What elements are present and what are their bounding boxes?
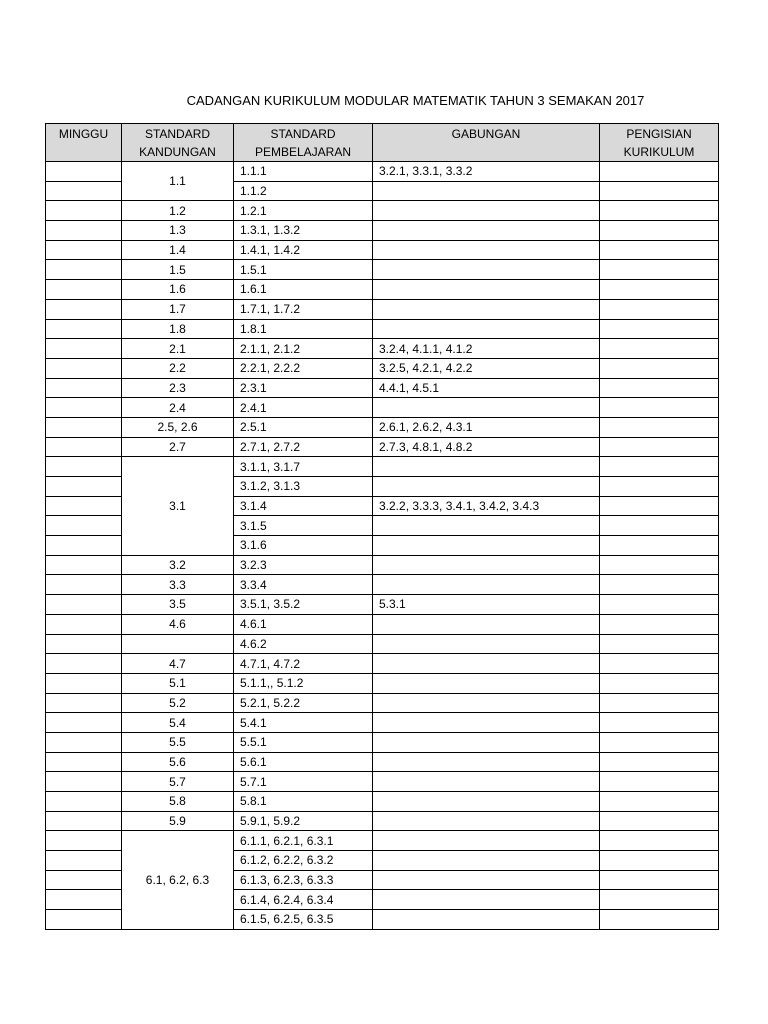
table-row [46,831,719,851]
gabungan-cell: 2.6.1, 2.6.2, 4.3.1 [373,417,600,437]
pengisian-kurikulum-cell [600,457,719,477]
table-row [46,595,719,615]
gabungan-cell [373,811,600,831]
gabungan-cell: 3.2.4, 4.1.1, 4.1.2 [373,339,600,359]
table-row [46,634,719,654]
standard-pembelajaran-cell: 1.4.1, 1.4.2 [234,240,373,260]
standard-pembelajaran-cell: 3.1.4 [234,496,373,516]
minggu-cell [46,634,122,654]
gabungan-cell [373,693,600,713]
minggu-cell [46,890,122,910]
pengisian-kurikulum-cell [600,713,719,733]
gabungan-cell [373,752,600,772]
pengisian-kurikulum-cell [600,339,719,359]
minggu-cell [46,299,122,319]
header-standard-kandungan [122,124,234,162]
minggu-cell [46,477,122,497]
minggu-cell [46,536,122,556]
gabungan-cell: 3.2.5, 4.2.1, 4.2.2 [373,358,600,378]
pengisian-kurikulum-cell [600,221,719,241]
standard-pembelajaran-cell: 4.6.2 [234,634,373,654]
header-sk-line1: STANDARD [144,127,211,141]
minggu-cell [46,280,122,300]
header-sp-line1: STANDARD [270,127,336,141]
pengisian-kurikulum-cell [600,299,719,319]
table-row [46,693,719,713]
standard-pembelajaran-cell: 5.7.1 [234,772,373,792]
standard-pembelajaran-cell: 1.1.2 [234,181,373,201]
minggu-cell [46,516,122,536]
standard-kandungan-cell: 1.8 [122,319,234,339]
minggu-cell [46,457,122,477]
header-gabungan [373,124,600,162]
standard-pembelajaran-cell: 5.6.1 [234,752,373,772]
pengisian-kurikulum-cell [600,240,719,260]
gabungan-cell [373,181,600,201]
standard-pembelajaran-cell: 5.2.1, 5.2.2 [234,693,373,713]
standard-kandungan-cell: 4.6 [122,614,234,634]
table-header-row [46,124,719,162]
minggu-cell [46,339,122,359]
table-row [46,654,719,674]
pengisian-kurikulum-cell [600,280,719,300]
standard-kandungan-cell: 6.1, 6.2, 6.3 [122,831,234,929]
gabungan-cell [373,732,600,752]
pengisian-kurikulum-cell [600,417,719,437]
gabungan-cell [373,260,600,280]
pengisian-kurikulum-cell [600,811,719,831]
minggu-cell [46,378,122,398]
minggu-cell [46,614,122,634]
gabungan-cell [373,870,600,890]
minggu-cell [46,437,122,457]
gabungan-cell: 5.3.1 [373,595,600,615]
header-sk-line2: KANDUNGAN [139,145,216,159]
table-row [46,457,719,477]
gabungan-cell [373,634,600,654]
standard-kandungan-cell: 3.5 [122,595,234,615]
pengisian-kurikulum-cell [600,595,719,615]
minggu-cell [46,910,122,930]
header-peng-line1: PENGISIAN [626,127,692,141]
gabungan-cell [373,910,600,930]
minggu-cell [46,181,122,201]
table-row [46,713,719,733]
pengisian-kurikulum-cell [600,260,719,280]
standard-kandungan-cell: 5.2 [122,693,234,713]
standard-pembelajaran-cell: 2.4.1 [234,398,373,418]
standard-pembelajaran-cell: 5.1.1,, 5.1.2 [234,673,373,693]
table-row [46,752,719,772]
standard-kandungan-cell: 2.3 [122,378,234,398]
minggu-cell [46,673,122,693]
gabungan-cell [373,319,600,339]
standard-pembelajaran-cell: 2.3.1 [234,378,373,398]
pengisian-kurikulum-cell [600,851,719,871]
standard-pembelajaran-cell: 1.2.1 [234,201,373,221]
standard-pembelajaran-cell: 3.1.5 [234,516,373,536]
standard-pembelajaran-cell: 3.3.4 [234,575,373,595]
standard-kandungan-cell: 2.7 [122,437,234,457]
minggu-cell [46,713,122,733]
pengisian-kurikulum-cell [600,201,719,221]
minggu-cell [46,358,122,378]
pengisian-kurikulum-cell [600,831,719,851]
standard-kandungan-cell: 2.1 [122,339,234,359]
pengisian-kurikulum-cell [600,792,719,812]
gabungan-cell [373,575,600,595]
table-row [46,319,719,339]
standard-pembelajaran-cell: 5.5.1 [234,732,373,752]
standard-pembelajaran-cell: 2.5.1 [234,417,373,437]
standard-kandungan-cell: 1.5 [122,260,234,280]
standard-pembelajaran-cell: 1.7.1, 1.7.2 [234,299,373,319]
standard-pembelajaran-cell: 1.1.1 [234,162,373,182]
header-sp-line2: PEMBELAJARAN [254,145,352,159]
pengisian-kurikulum-cell [600,634,719,654]
standard-kandungan-cell: 5.8 [122,792,234,812]
minggu-cell [46,221,122,241]
gabungan-cell [373,851,600,871]
minggu-cell [46,319,122,339]
pengisian-kurikulum-cell [600,732,719,752]
gabungan-cell [373,792,600,812]
standard-kandungan-cell: 5.9 [122,811,234,831]
gabungan-cell: 2.7.3, 4.8.1, 4.8.2 [373,437,600,457]
pengisian-kurikulum-cell [600,870,719,890]
minggu-cell [46,398,122,418]
standard-pembelajaran-cell: 3.2.3 [234,555,373,575]
gabungan-cell: 3.2.1, 3.3.1, 3.3.2 [373,162,600,182]
pengisian-kurikulum-cell [600,162,719,182]
gabungan-cell: 3.2.2, 3.3.3, 3.4.1, 3.4.2, 3.4.3 [373,496,600,516]
minggu-cell [46,555,122,575]
minggu-cell [46,240,122,260]
gabungan-cell [373,654,600,674]
table-row [46,299,719,319]
standard-kandungan-cell: 1.1 [122,162,234,201]
curriculum-table [45,123,719,930]
table-row [46,162,719,182]
gabungan-cell [373,555,600,575]
standard-pembelajaran-cell: 6.1.2, 6.2.2, 6.3.2 [234,851,373,871]
standard-kandungan-cell: 5.4 [122,713,234,733]
table-row [46,673,719,693]
standard-pembelajaran-cell: 5.8.1 [234,792,373,812]
standard-pembelajaran-cell: 5.4.1 [234,713,373,733]
header-minggu [46,124,122,162]
pengisian-kurikulum-cell [600,496,719,516]
table-row [46,772,719,792]
standard-kandungan-cell: 5.1 [122,673,234,693]
standard-pembelajaran-cell: 4.7.1, 4.7.2 [234,654,373,674]
pengisian-kurikulum-cell [600,319,719,339]
standard-pembelajaran-cell: 2.7.1, 2.7.2 [234,437,373,457]
header-peng-line2: KURIKULUM [623,145,695,159]
standard-kandungan-cell: 4.7 [122,654,234,674]
pengisian-kurikulum-cell [600,890,719,910]
minggu-cell [46,162,122,182]
standard-pembelajaran-cell: 6.1.4, 6.2.4, 6.3.4 [234,890,373,910]
gabungan-cell [373,614,600,634]
minggu-cell [46,732,122,752]
standard-pembelajaran-cell: 6.1.5, 6.2.5, 6.3.5 [234,910,373,930]
gabungan-cell [373,201,600,221]
standard-pembelajaran-cell: 3.1.6 [234,536,373,556]
table-row [46,201,719,221]
pengisian-kurikulum-cell [600,516,719,536]
header-standard-pembelajaran [234,124,373,162]
minggu-cell [46,654,122,674]
table-row [46,575,719,595]
minggu-cell [46,851,122,871]
standard-pembelajaran-cell: 3.1.2, 3.1.3 [234,477,373,497]
minggu-cell [46,260,122,280]
gabungan-cell [373,280,600,300]
table-row [46,260,719,280]
table-row [46,358,719,378]
table-row [46,792,719,812]
standard-kandungan-cell: 3.2 [122,555,234,575]
gabungan-cell [373,536,600,556]
minggu-cell [46,201,122,221]
table-row [46,240,719,260]
standard-kandungan-cell: 1.7 [122,299,234,319]
standard-kandungan-cell: 1.2 [122,201,234,221]
standard-kandungan-cell: 2.5, 2.6 [122,417,234,437]
standard-kandungan-cell: 5.7 [122,772,234,792]
pengisian-kurikulum-cell [600,910,719,930]
table-body [46,162,719,930]
standard-kandungan-cell: 2.2 [122,358,234,378]
table-row [46,437,719,457]
minggu-cell [46,752,122,772]
gabungan-cell: 4.4.1, 4.5.1 [373,378,600,398]
header-gabungan-label: GABUNGAN [451,127,521,141]
pengisian-kurikulum-cell [600,181,719,201]
standard-kandungan-cell: 3.1 [122,457,234,555]
table-row [46,378,719,398]
pengisian-kurikulum-cell [600,614,719,634]
pengisian-kurikulum-cell [600,772,719,792]
minggu-cell [46,693,122,713]
gabungan-cell [373,477,600,497]
table-row [46,614,719,634]
gabungan-cell [373,398,600,418]
standard-pembelajaran-cell: 6.1.1, 6.2.1, 6.3.1 [234,831,373,851]
table-row [46,732,719,752]
minggu-cell [46,870,122,890]
table-row [46,555,719,575]
gabungan-cell [373,713,600,733]
standard-pembelajaran-cell: 2.2.1, 2.2.2 [234,358,373,378]
standard-kandungan-cell: 2.4 [122,398,234,418]
table-row [46,280,719,300]
standard-kandungan-cell: 1.4 [122,240,234,260]
standard-pembelajaran-cell: 1.8.1 [234,319,373,339]
pengisian-kurikulum-cell [600,654,719,674]
table-row [46,221,719,241]
standard-pembelajaran-cell: 1.3.1, 1.3.2 [234,221,373,241]
minggu-cell [46,496,122,516]
gabungan-cell [373,772,600,792]
pengisian-kurikulum-cell [600,693,719,713]
gabungan-cell [373,673,600,693]
table-row [46,417,719,437]
table-row [46,339,719,359]
gabungan-cell [373,890,600,910]
minggu-cell [46,772,122,792]
standard-pembelajaran-cell: 5.9.1, 5.9.2 [234,811,373,831]
minggu-cell [46,792,122,812]
standard-pembelajaran-cell: 4.6.1 [234,614,373,634]
minggu-cell [46,575,122,595]
standard-pembelajaran-cell: 6.1.3, 6.2.3, 6.3.3 [234,870,373,890]
table-row [46,398,719,418]
gabungan-cell [373,457,600,477]
pengisian-kurikulum-cell [600,378,719,398]
gabungan-cell [373,240,600,260]
standard-kandungan-cell: 5.6 [122,752,234,772]
gabungan-cell [373,299,600,319]
standard-pembelajaran-cell: 1.6.1 [234,280,373,300]
pengisian-kurikulum-cell [600,358,719,378]
minggu-cell [46,417,122,437]
standard-pembelajaran-cell: 2.1.1, 2.1.2 [234,339,373,359]
pengisian-kurikulum-cell [600,536,719,556]
pengisian-kurikulum-cell [600,575,719,595]
gabungan-cell [373,221,600,241]
standard-pembelajaran-cell: 1.5.1 [234,260,373,280]
minggu-cell [46,811,122,831]
gabungan-cell [373,831,600,851]
standard-kandungan-cell [122,634,234,654]
minggu-cell [46,595,122,615]
standard-pembelajaran-cell: 3.1.1, 3.1.7 [234,457,373,477]
pengisian-kurikulum-cell [600,477,719,497]
standard-kandungan-cell: 1.6 [122,280,234,300]
pengisian-kurikulum-cell [600,398,719,418]
table-row [46,811,719,831]
header-minggu-label: MINGGU [58,127,109,141]
standard-pembelajaran-cell: 3.5.1, 3.5.2 [234,595,373,615]
minggu-cell [46,831,122,851]
pengisian-kurikulum-cell [600,437,719,457]
standard-kandungan-cell: 5.5 [122,732,234,752]
standard-kandungan-cell: 1.3 [122,221,234,241]
header-pengisian-kurikulum [600,124,719,162]
gabungan-cell [373,516,600,536]
standard-kandungan-cell: 3.3 [122,575,234,595]
pengisian-kurikulum-cell [600,555,719,575]
document-title: CADANGAN KURIKULUM MODULAR MATEMATIK TAHUN 3 SEMAKAN 2017 [186,93,645,108]
pengisian-kurikulum-cell [600,673,719,693]
pengisian-kurikulum-cell [600,752,719,772]
